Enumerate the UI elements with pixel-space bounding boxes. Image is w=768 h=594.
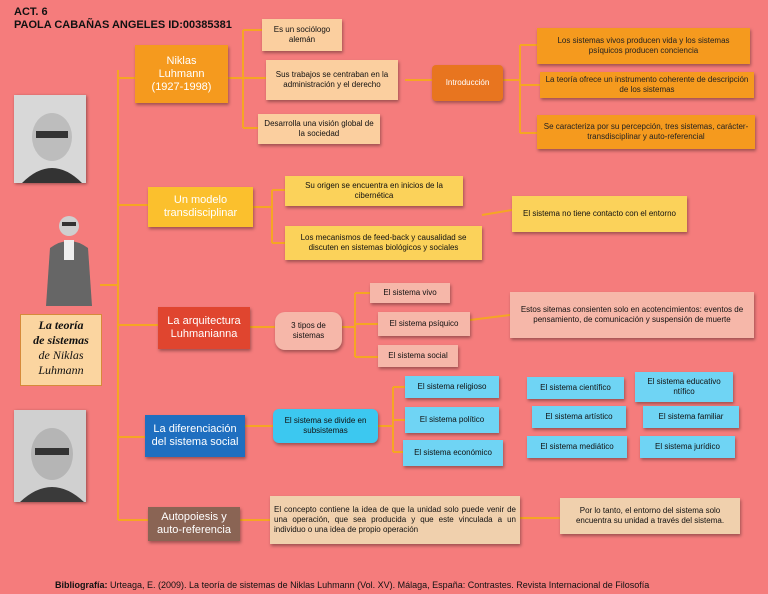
hub-niklas-luhmann: Niklas Luhmann (1927-1998) <box>135 45 228 103</box>
bibliography-text: Urteaga, E. (2009). La teoría de sistemas de Niklas Luhmann (Vol. XV). Málaga, España: Contrastes. Revista Internacional de Filosofía <box>107 580 650 590</box>
subsistema-cientifico: El sistema científico <box>527 377 624 399</box>
intro-item-2: La teoría ofrece un instrumento coherente de descripción de los sistemas <box>540 72 754 98</box>
portrait-photo-middle <box>36 208 106 308</box>
hub-diferenciacion: La diferenciación del sistema social <box>145 415 245 457</box>
portrait-bottom-icon <box>14 410 86 502</box>
subsistema-mediatico: El sistema mediático <box>527 436 627 458</box>
portrait-photo-bottom <box>14 410 86 502</box>
luhmann-sociologo: Es un sociólogo alemán <box>262 19 342 51</box>
subsistema-politico: El sistema político <box>405 407 499 433</box>
sistema-psiquico: El sistema psíquico <box>378 312 470 336</box>
subsistema-juridico: El sistema jurídico <box>640 436 735 458</box>
autopoiesis-entorno: Por lo tanto, el entorno del sistema solo encuentra su unidad a través del sistema. <box>560 498 740 534</box>
activity-label: ACT. 6 <box>14 6 48 18</box>
sistema-social: El sistema social <box>378 345 458 367</box>
intro-item-3: Se caracteriza por su percepción, tres sistemas, carácter- transdisciplinar y auto-referencial <box>537 115 755 149</box>
luhmann-trabajos: Sus trabajos se centraban en la administración y el derecho <box>266 60 398 100</box>
title-line-1: La teoría <box>38 318 84 332</box>
bibliography <box>55 580 649 590</box>
subsistema-religioso: El sistema religioso <box>405 376 499 398</box>
title-line-2: de sistemas <box>33 333 89 347</box>
subsistema-familiar: El sistema familiar <box>643 406 739 428</box>
intro-item-1: Los sistemas vivos producen vida y los sistemas psíquicos producen conciencia <box>537 28 750 64</box>
hub-modelo-transdisciplinar: Un modelo transdisciplinar <box>148 187 253 227</box>
hub-autopoiesis: Autopoiesis y auto-referencia <box>148 507 240 541</box>
title-line-4: Luhmann <box>38 363 84 377</box>
autopoiesis-concepto: El concepto contiene la idea de que la unidad solo puede venir de una operación, que sea producida y que este vinculada a un individuo o una idea de propio operación <box>270 496 520 544</box>
subsistema-educativo: El sistema educativo ntífico <box>635 372 733 402</box>
bibliography-label: Bibliografía: <box>55 580 108 590</box>
portrait-top-icon <box>14 95 86 183</box>
author-line: PAOLA CABAÑAS ANGELES ID:00385381 <box>14 19 232 31</box>
sistema-vivo: El sistema vivo <box>370 283 450 303</box>
diagram-title <box>20 314 102 386</box>
arquitectura-acontecimientos: Estos sitemas consienten solo en acotencimientos: eventos de pensamiento, de comunicación y suspensión de muerte <box>510 292 754 338</box>
subsistema-artistico: El sistema artístico <box>532 406 626 428</box>
subsistema-economico: El sistema económico <box>403 440 503 466</box>
portrait-middle-icon <box>36 208 106 308</box>
title-line-3: de Niklas <box>38 348 84 362</box>
header <box>14 6 232 32</box>
luhmann-vision: Desarrolla una visión global de la sociedad <box>258 114 380 144</box>
portrait-photo-top <box>14 95 86 183</box>
sistema-divide: El sistema se divide en subsistemas <box>273 409 378 443</box>
introduccion-node: Introducción <box>432 65 503 101</box>
hub-arquitectura: La arquitectura Luhmanianna <box>158 307 250 349</box>
modelo-contacto: El sistema no tiene contacto con el entorno <box>512 196 687 232</box>
modelo-mecanismos: Los mecanismos de feed-back y causalidad se discuten en sistemas biológicos y sociales <box>285 226 482 260</box>
modelo-origen: Su origen se encuentra en inicios de la cibernética <box>285 176 463 206</box>
arquitectura-tipos: 3 tipos de sistemas <box>275 312 342 350</box>
